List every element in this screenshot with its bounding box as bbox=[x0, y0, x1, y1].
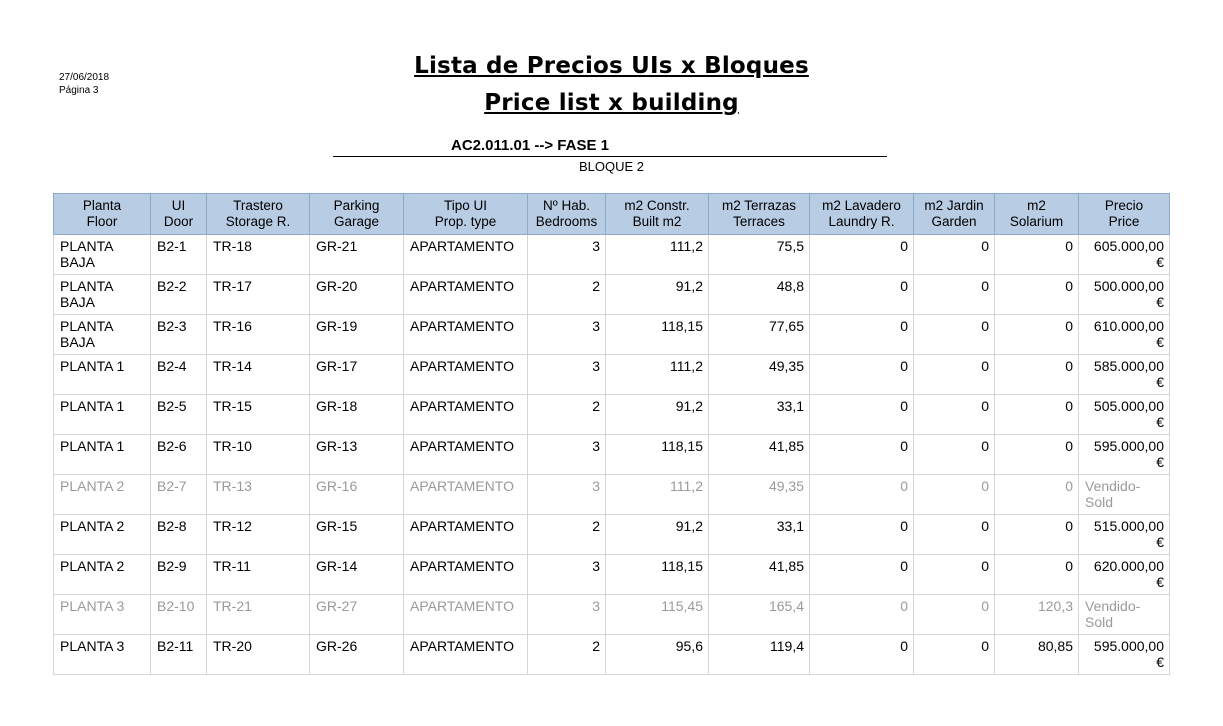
cell-bedrooms: 2 bbox=[528, 395, 606, 435]
cell-built: 111,2 bbox=[606, 235, 709, 275]
cell-terraces: 48,8 bbox=[709, 275, 810, 315]
column-header bbox=[995, 194, 1079, 235]
cell-storage: TR-18 bbox=[207, 235, 310, 275]
cell-terraces: 33,1 bbox=[709, 515, 810, 555]
column-header-es: m2 bbox=[1027, 198, 1046, 213]
cell-garage: GR-26 bbox=[310, 635, 404, 675]
page-subtitle: Price list x building bbox=[484, 90, 739, 116]
cell-floor: PLANTA 3 bbox=[54, 595, 151, 635]
cell-door: B2-2 bbox=[151, 275, 207, 315]
cell-garden: 0 bbox=[914, 595, 995, 635]
cell-bedrooms: 3 bbox=[528, 475, 606, 515]
column-header-en: Price bbox=[1108, 214, 1140, 229]
block-label: BLOQUE 2 bbox=[578, 159, 645, 174]
cell-price: 515.000,00 € bbox=[1079, 515, 1170, 555]
cell-door: B2-10 bbox=[151, 595, 207, 635]
cell-solarium: 0 bbox=[995, 275, 1079, 315]
table-row bbox=[54, 595, 1170, 635]
cell-price: 595.000,00 € bbox=[1079, 435, 1170, 475]
cell-storage: TR-21 bbox=[207, 595, 310, 635]
column-header-es: Tipo UI bbox=[443, 198, 487, 213]
cell-terraces: 119,4 bbox=[709, 635, 810, 675]
cell-storage: TR-20 bbox=[207, 635, 310, 675]
cell-solarium: 0 bbox=[995, 515, 1079, 555]
table-row bbox=[54, 435, 1170, 475]
column-header-en: Terraces bbox=[733, 214, 785, 229]
cell-storage: TR-14 bbox=[207, 355, 310, 395]
cell-floor: PLANTA BAJA bbox=[54, 275, 151, 315]
table-row bbox=[54, 635, 1170, 675]
cell-floor: PLANTA 2 bbox=[54, 475, 151, 515]
cell-built: 111,2 bbox=[606, 355, 709, 395]
cell-bedrooms: 3 bbox=[528, 435, 606, 475]
cell-bedrooms: 2 bbox=[528, 635, 606, 675]
cell-type: APARTAMENTO bbox=[404, 475, 528, 515]
cell-terraces: 77,65 bbox=[709, 315, 810, 355]
cell-laundry: 0 bbox=[810, 275, 914, 315]
table-row bbox=[54, 355, 1170, 395]
cell-built: 91,2 bbox=[606, 515, 709, 555]
cell-price: 500.000,00 € bbox=[1079, 275, 1170, 315]
cell-solarium: 0 bbox=[995, 315, 1079, 355]
cell-door: B2-3 bbox=[151, 315, 207, 355]
cell-floor: PLANTA 3 bbox=[54, 635, 151, 675]
cell-terraces: 41,85 bbox=[709, 555, 810, 595]
column-header bbox=[606, 194, 709, 235]
cell-type: APARTAMENTO bbox=[404, 315, 528, 355]
cell-price: Vendido-Sold bbox=[1079, 475, 1170, 515]
column-header-es: m2 Jardin bbox=[924, 198, 984, 213]
cell-solarium: 0 bbox=[995, 435, 1079, 475]
cell-price: 585.000,00 € bbox=[1079, 355, 1170, 395]
cell-storage: TR-17 bbox=[207, 275, 310, 315]
cell-terraces: 33,1 bbox=[709, 395, 810, 435]
cell-price: 620.000,00 € bbox=[1079, 555, 1170, 595]
cell-garden: 0 bbox=[914, 395, 995, 435]
cell-door: B2-9 bbox=[151, 555, 207, 595]
cell-built: 118,15 bbox=[606, 435, 709, 475]
cell-terraces: 49,35 bbox=[709, 475, 810, 515]
cell-bedrooms: 2 bbox=[528, 275, 606, 315]
cell-terraces: 165,4 bbox=[709, 595, 810, 635]
column-header-en: Door bbox=[163, 214, 194, 229]
cell-door: B2-11 bbox=[151, 635, 207, 675]
cell-floor: PLANTA BAJA bbox=[54, 315, 151, 355]
cell-laundry: 0 bbox=[810, 595, 914, 635]
cell-laundry: 0 bbox=[810, 635, 914, 675]
column-header bbox=[810, 194, 914, 235]
cell-storage: TR-10 bbox=[207, 435, 310, 475]
price-table bbox=[53, 193, 1170, 675]
cell-garage: GR-17 bbox=[310, 355, 404, 395]
cell-garage: GR-18 bbox=[310, 395, 404, 435]
cell-garden: 0 bbox=[914, 275, 995, 315]
column-header-es: m2 Terrazas bbox=[721, 198, 797, 213]
table-header-row bbox=[54, 194, 1170, 235]
column-header-en: Garage bbox=[333, 214, 380, 229]
column-header-es: m2 Constr. bbox=[624, 198, 690, 213]
column-header-es: Planta bbox=[82, 198, 122, 213]
cell-solarium: 0 bbox=[995, 395, 1079, 435]
cell-laundry: 0 bbox=[810, 435, 914, 475]
cell-bedrooms: 3 bbox=[528, 595, 606, 635]
report-date: 27/06/2018 bbox=[59, 72, 110, 83]
column-header-en: Prop. type bbox=[434, 214, 497, 229]
cell-garden: 0 bbox=[914, 635, 995, 675]
cell-garage: GR-19 bbox=[310, 315, 404, 355]
cell-terraces: 41,85 bbox=[709, 435, 810, 475]
cell-door: B2-7 bbox=[151, 475, 207, 515]
column-header bbox=[914, 194, 995, 235]
cell-storage: TR-16 bbox=[207, 315, 310, 355]
cell-built: 91,2 bbox=[606, 395, 709, 435]
cell-garage: GR-14 bbox=[310, 555, 404, 595]
cell-price: 505.000,00 € bbox=[1079, 395, 1170, 435]
cell-bedrooms: 3 bbox=[528, 235, 606, 275]
cell-type: APARTAMENTO bbox=[404, 435, 528, 475]
cell-type: APARTAMENTO bbox=[404, 355, 528, 395]
table-row bbox=[54, 235, 1170, 275]
column-header bbox=[207, 194, 310, 235]
cell-garage: GR-16 bbox=[310, 475, 404, 515]
cell-type: APARTAMENTO bbox=[404, 555, 528, 595]
cell-built: 91,2 bbox=[606, 275, 709, 315]
cell-built: 118,15 bbox=[606, 315, 709, 355]
phase-heading bbox=[333, 136, 887, 157]
cell-floor: PLANTA 2 bbox=[54, 515, 151, 555]
cell-laundry: 0 bbox=[810, 395, 914, 435]
cell-door: B2-6 bbox=[151, 435, 207, 475]
cell-floor: PLANTA 1 bbox=[54, 395, 151, 435]
cell-solarium: 80,85 bbox=[995, 635, 1079, 675]
cell-door: B2-4 bbox=[151, 355, 207, 395]
cell-laundry: 0 bbox=[810, 555, 914, 595]
cell-type: APARTAMENTO bbox=[404, 275, 528, 315]
column-header-es: UI bbox=[171, 198, 186, 213]
table-body bbox=[54, 235, 1170, 675]
column-header-en: Storage R. bbox=[225, 214, 291, 229]
cell-bedrooms: 3 bbox=[528, 555, 606, 595]
column-header bbox=[310, 194, 404, 235]
column-header-es: Parking bbox=[333, 198, 380, 213]
cell-garden: 0 bbox=[914, 435, 995, 475]
column-header-en: Laundry R. bbox=[828, 214, 895, 229]
cell-garden: 0 bbox=[914, 475, 995, 515]
cell-laundry: 0 bbox=[810, 315, 914, 355]
phase-code: AC2.011.01 --> FASE 1 bbox=[451, 137, 609, 154]
column-header-es: Trastero bbox=[233, 198, 283, 213]
cell-solarium: 0 bbox=[995, 555, 1079, 595]
column-header-es: m2 Lavadero bbox=[822, 198, 901, 213]
cell-built: 111,2 bbox=[606, 475, 709, 515]
table-row bbox=[54, 555, 1170, 595]
cell-storage: TR-13 bbox=[207, 475, 310, 515]
column-header bbox=[709, 194, 810, 235]
cell-solarium: 0 bbox=[995, 475, 1079, 515]
cell-garden: 0 bbox=[914, 355, 995, 395]
cell-floor: PLANTA 1 bbox=[54, 355, 151, 395]
cell-bedrooms: 3 bbox=[528, 355, 606, 395]
cell-built: 95,6 bbox=[606, 635, 709, 675]
column-header-en: Solarium bbox=[1009, 214, 1064, 229]
cell-type: APARTAMENTO bbox=[404, 515, 528, 555]
cell-type: APARTAMENTO bbox=[404, 235, 528, 275]
cell-floor: PLANTA BAJA bbox=[54, 235, 151, 275]
cell-solarium: 120,3 bbox=[995, 595, 1079, 635]
cell-solarium: 0 bbox=[995, 235, 1079, 275]
cell-bedrooms: 3 bbox=[528, 315, 606, 355]
cell-storage: TR-11 bbox=[207, 555, 310, 595]
cell-laundry: 0 bbox=[810, 235, 914, 275]
column-header-es: Nº Hab. bbox=[543, 198, 590, 213]
cell-laundry: 0 bbox=[810, 515, 914, 555]
cell-garden: 0 bbox=[914, 515, 995, 555]
table-row bbox=[54, 315, 1170, 355]
cell-built: 118,15 bbox=[606, 555, 709, 595]
cell-laundry: 0 bbox=[810, 475, 914, 515]
cell-terraces: 49,35 bbox=[709, 355, 810, 395]
cell-garden: 0 bbox=[914, 315, 995, 355]
table-row bbox=[54, 515, 1170, 555]
cell-laundry: 0 bbox=[810, 355, 914, 395]
table-row bbox=[54, 275, 1170, 315]
cell-type: APARTAMENTO bbox=[404, 635, 528, 675]
cell-type: APARTAMENTO bbox=[404, 595, 528, 635]
column-header bbox=[151, 194, 207, 235]
column-header-en: Garden bbox=[931, 214, 977, 229]
cell-storage: TR-12 bbox=[207, 515, 310, 555]
cell-floor: PLANTA 2 bbox=[54, 555, 151, 595]
cell-terraces: 75,5 bbox=[709, 235, 810, 275]
cell-built: 115,45 bbox=[606, 595, 709, 635]
cell-floor: PLANTA 1 bbox=[54, 435, 151, 475]
column-header-es: Precio bbox=[1104, 198, 1144, 213]
cell-bedrooms: 2 bbox=[528, 515, 606, 555]
column-header bbox=[404, 194, 528, 235]
cell-price: 595.000,00 € bbox=[1079, 635, 1170, 675]
cell-door: B2-8 bbox=[151, 515, 207, 555]
cell-garden: 0 bbox=[914, 235, 995, 275]
cell-garage: GR-13 bbox=[310, 435, 404, 475]
cell-price: 605.000,00 € bbox=[1079, 235, 1170, 275]
cell-price: Vendido-Sold bbox=[1079, 595, 1170, 635]
table-row bbox=[54, 475, 1170, 515]
column-header bbox=[528, 194, 606, 235]
cell-door: B2-5 bbox=[151, 395, 207, 435]
page-number: Página 3 bbox=[59, 85, 99, 96]
table-row bbox=[54, 395, 1170, 435]
cell-garage: GR-15 bbox=[310, 515, 404, 555]
cell-garage: GR-20 bbox=[310, 275, 404, 315]
cell-price: 610.000,00 € bbox=[1079, 315, 1170, 355]
cell-garage: GR-27 bbox=[310, 595, 404, 635]
cell-door: B2-1 bbox=[151, 235, 207, 275]
cell-solarium: 0 bbox=[995, 355, 1079, 395]
column-header bbox=[54, 194, 151, 235]
cell-storage: TR-15 bbox=[207, 395, 310, 435]
column-header-en: Floor bbox=[86, 214, 118, 229]
page-title: Lista de Precios UIs x Bloques bbox=[414, 53, 809, 79]
column-header-en: Built m2 bbox=[632, 214, 682, 229]
cell-garden: 0 bbox=[914, 555, 995, 595]
column-header bbox=[1079, 194, 1170, 235]
cell-type: APARTAMENTO bbox=[404, 395, 528, 435]
cell-garage: GR-21 bbox=[310, 235, 404, 275]
column-header-en: Bedrooms bbox=[535, 214, 598, 229]
